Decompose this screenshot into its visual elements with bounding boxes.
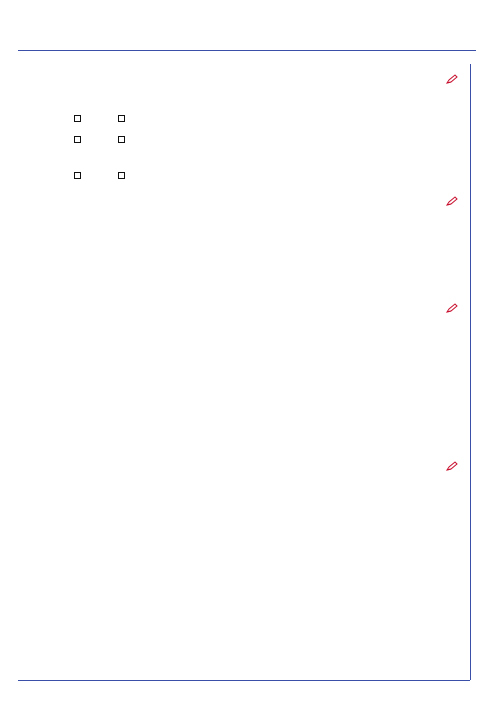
section3-heading	[442, 303, 458, 315]
pencil-icon	[446, 196, 458, 206]
header-divider	[18, 50, 476, 51]
section4-heading	[442, 461, 458, 473]
top-arrow-border	[18, 54, 476, 64]
q3-true-checkbox[interactable]	[118, 172, 125, 179]
pencil-icon	[446, 74, 458, 84]
section2-heading	[442, 196, 458, 208]
side-arrow-border	[470, 64, 478, 680]
q1-false-checkbox[interactable]	[74, 115, 81, 122]
q2-true-checkbox[interactable]	[118, 136, 125, 143]
q1-true-checkbox[interactable]	[118, 115, 125, 122]
section1-heading	[442, 74, 458, 86]
q2-false-checkbox[interactable]	[74, 136, 81, 143]
q3-false-checkbox[interactable]	[74, 172, 81, 179]
footer-divider	[18, 680, 470, 681]
pencil-icon	[446, 303, 458, 313]
pencil-icon	[446, 461, 458, 471]
